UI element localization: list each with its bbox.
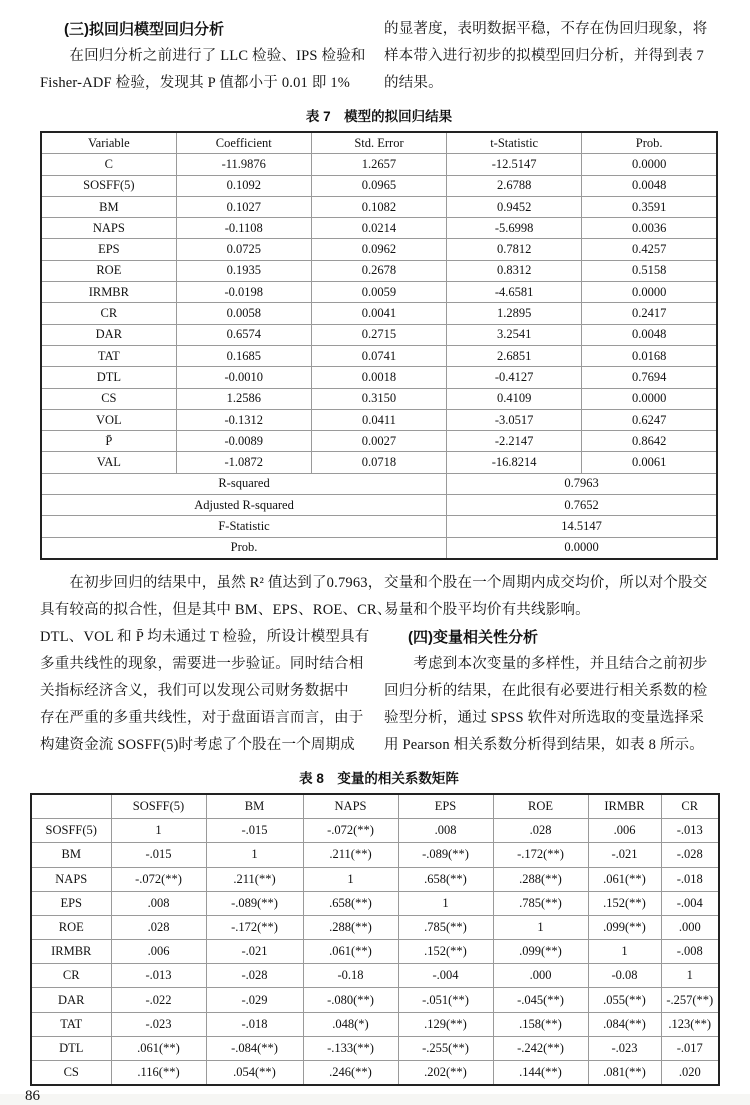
- row-label-cell: ROE: [31, 915, 111, 939]
- table7-header: [41, 132, 717, 154]
- value-cell: 0.8642: [582, 431, 717, 452]
- value-cell: .048(*): [303, 1012, 398, 1036]
- table-header-cell: t-Statistic: [447, 132, 582, 154]
- value-cell: .123(**): [661, 1012, 719, 1036]
- value-cell: -.172(**): [493, 843, 588, 867]
- table8-header-row: [31, 794, 719, 819]
- row-label-cell: EPS: [31, 891, 111, 915]
- table-header-cell: Coefficient: [176, 132, 311, 154]
- table-row: [31, 1061, 719, 1086]
- value-cell: -0.08: [588, 964, 661, 988]
- table-row: [41, 473, 717, 494]
- row-label-cell: DTL: [41, 367, 176, 388]
- value-cell: 0.0061: [582, 452, 717, 473]
- table-row: [31, 964, 719, 988]
- table7: [40, 131, 718, 560]
- row-label-cell: SOSFF(5): [31, 819, 111, 843]
- row-label-cell: ROE: [41, 260, 176, 281]
- value-cell: 0.0048: [582, 175, 717, 196]
- value-cell: 0.1027: [176, 196, 311, 217]
- row-label-cell: DTL: [31, 1036, 111, 1060]
- value-cell: -0.1312: [176, 409, 311, 430]
- value-cell: -.004: [398, 964, 493, 988]
- value-cell: 0.1092: [176, 175, 311, 196]
- value-cell: .785(**): [493, 891, 588, 915]
- value-cell: .028: [111, 915, 206, 939]
- value-cell: .099(**): [588, 915, 661, 939]
- table8: [30, 793, 720, 1086]
- value-cell: .129(**): [398, 1012, 493, 1036]
- table-row: [31, 1012, 719, 1036]
- text-line: 的显著度，表明数据平稳，不存在伪回归现象，将: [384, 21, 708, 37]
- value-cell: .028: [493, 819, 588, 843]
- value-cell: .008: [111, 891, 206, 915]
- value-cell: .152(**): [588, 891, 661, 915]
- text-line: 回归分析的结果，在此很有必要进行相关系数的检: [384, 682, 708, 699]
- table8-caption: 表 8 变量的相关系数矩阵: [299, 770, 459, 786]
- value-cell: 0.1082: [311, 196, 446, 217]
- value-cell: 0.0027: [311, 431, 446, 452]
- value-cell: .211(**): [303, 843, 398, 867]
- value-cell: 0.0741: [311, 345, 446, 366]
- text-line: 易量和个股平均价有共线影响。: [384, 601, 590, 618]
- table7-body: [41, 154, 717, 473]
- value-cell: -3.0517: [447, 409, 582, 430]
- value-cell: -.015: [111, 843, 206, 867]
- summary-label-cell: F-Statistic: [41, 516, 447, 537]
- table-row: [41, 388, 717, 409]
- value-cell: 1: [493, 915, 588, 939]
- value-cell: 0.1935: [176, 260, 311, 281]
- value-cell: -12.5147: [447, 154, 582, 175]
- value-cell: -.023: [111, 1012, 206, 1036]
- value-cell: 0.0041: [311, 303, 446, 324]
- table-header-cell: CR: [661, 794, 719, 819]
- value-cell: 0.8312: [447, 260, 582, 281]
- table-header-cell: SOSFF(5): [111, 794, 206, 819]
- value-cell: 1: [303, 867, 398, 891]
- top-right-column: [384, 16, 718, 97]
- table-header-cell: BM: [206, 794, 303, 819]
- row-label-cell: TAT: [41, 345, 176, 366]
- value-cell: .020: [661, 1061, 719, 1086]
- top-right-paragraph: [384, 16, 718, 97]
- value-cell: 2.6851: [447, 345, 582, 366]
- table-header-cell: IRMBR: [588, 794, 661, 819]
- value-cell: 0.0000: [582, 282, 717, 303]
- value-cell: -.021: [206, 940, 303, 964]
- row-label-cell: EPS: [41, 239, 176, 260]
- value-cell: .116(**): [111, 1061, 206, 1086]
- row-label-cell: P̄: [41, 431, 176, 452]
- summary-value-cell: 0.7652: [447, 495, 717, 516]
- text-line: 用 Pearson 相关系数分析得到结果，如表 8 所示。: [384, 736, 704, 753]
- value-cell: 0.1685: [176, 345, 311, 366]
- value-cell: -.029: [206, 988, 303, 1012]
- row-label-cell: IRMBR: [41, 282, 176, 303]
- section-heading-3: (三)拟回归模型回归分析: [64, 21, 224, 38]
- value-cell: .658(**): [398, 867, 493, 891]
- table-row: [41, 452, 717, 473]
- value-cell: 0.4109: [447, 388, 582, 409]
- row-label-cell: C: [41, 154, 176, 175]
- table8-wrapper: [30, 793, 718, 1086]
- value-cell: 1.2895: [447, 303, 582, 324]
- table-header-cell: Std. Error: [311, 132, 446, 154]
- mid-right-paragraph-b: [384, 651, 718, 759]
- value-cell: -.008: [661, 940, 719, 964]
- value-cell: .000: [661, 915, 719, 939]
- value-cell: .152(**): [398, 940, 493, 964]
- text-line: 存在严重的多重共线性，对于盘面语言而言，由于: [40, 709, 364, 726]
- table-row: [41, 282, 717, 303]
- value-cell: -.080(**): [303, 988, 398, 1012]
- value-cell: 0.2715: [311, 324, 446, 345]
- value-cell: -.013: [111, 964, 206, 988]
- value-cell: 0.7694: [582, 367, 717, 388]
- row-label-cell: TAT: [31, 1012, 111, 1036]
- row-label-cell: DAR: [41, 324, 176, 345]
- value-cell: 0.0965: [311, 175, 446, 196]
- value-cell: .000: [493, 964, 588, 988]
- table-header-cell: Prob.: [582, 132, 717, 154]
- value-cell: -.022: [111, 988, 206, 1012]
- value-cell: .061(**): [303, 940, 398, 964]
- text-line: 考虑到本次变量的多样性，并且结合之前初步: [384, 655, 708, 672]
- mid-text-block: [40, 570, 718, 759]
- value-cell: .061(**): [111, 1036, 206, 1060]
- row-label-cell: DAR: [31, 988, 111, 1012]
- value-cell: -.015: [206, 819, 303, 843]
- table-row: [31, 915, 719, 939]
- table-row: [31, 843, 719, 867]
- mid-right-column: [384, 570, 718, 759]
- table-row: [41, 218, 717, 239]
- value-cell: -11.9876: [176, 154, 311, 175]
- text-line: 具有较高的拟合性，但是其中 BM、EPS、ROE、CR、: [40, 601, 392, 618]
- value-cell: .785(**): [398, 915, 493, 939]
- value-cell: -0.1108: [176, 218, 311, 239]
- value-cell: -.089(**): [206, 891, 303, 915]
- value-cell: 0.0168: [582, 345, 717, 366]
- value-cell: -.172(**): [206, 915, 303, 939]
- value-cell: 0.2417: [582, 303, 717, 324]
- row-label-cell: CS: [41, 388, 176, 409]
- row-label-cell: IRMBR: [31, 940, 111, 964]
- text-line: 多重共线性的现象，需要进一步验证。同时结合相: [40, 655, 364, 672]
- value-cell: -.051(**): [398, 988, 493, 1012]
- text-line: 验型分析，通过 SPSS 软件对所选取的变量选择采: [384, 709, 705, 726]
- value-cell: 0.2678: [311, 260, 446, 281]
- value-cell: 0.0214: [311, 218, 446, 239]
- value-cell: -.013: [661, 819, 719, 843]
- value-cell: 0.4257: [582, 239, 717, 260]
- table-row: [41, 431, 717, 452]
- table7-caption: 表 7 模型的拟回归结果: [305, 109, 453, 124]
- value-cell: .099(**): [493, 940, 588, 964]
- value-cell: .246(**): [303, 1061, 398, 1086]
- row-label-cell: VAL: [41, 452, 176, 473]
- table-row: [41, 154, 717, 175]
- value-cell: 1.2586: [176, 388, 311, 409]
- value-cell: .658(**): [303, 891, 398, 915]
- value-cell: .054(**): [206, 1061, 303, 1086]
- mid-left-paragraph: [40, 570, 392, 759]
- value-cell: -.133(**): [303, 1036, 398, 1060]
- value-cell: -.084(**): [206, 1036, 303, 1060]
- value-cell: -.089(**): [398, 843, 493, 867]
- page-number: 86: [25, 1088, 40, 1105]
- table-row: [41, 303, 717, 324]
- summary-label-cell: Prob.: [41, 537, 447, 559]
- text-line: 交量和个股在一个周期内成交均价，所以对个股交: [384, 574, 708, 591]
- top-left-paragraph: [40, 43, 374, 97]
- value-cell: 3.2541: [447, 324, 582, 345]
- row-label-cell: NAPS: [41, 218, 176, 239]
- table-row: [41, 537, 717, 559]
- table-header-cell: ROE: [493, 794, 588, 819]
- value-cell: 0.7812: [447, 239, 582, 260]
- table-header-cell: [31, 794, 111, 819]
- value-cell: -.257(**): [661, 988, 719, 1012]
- value-cell: 0.0718: [311, 452, 446, 473]
- mid-right-paragraph-a: [384, 570, 718, 624]
- value-cell: 0.0411: [311, 409, 446, 430]
- row-label-cell: BM: [31, 843, 111, 867]
- value-cell: 0.0000: [582, 388, 717, 409]
- table-row: [41, 367, 717, 388]
- row-label-cell: VOL: [41, 409, 176, 430]
- summary-label-cell: Adjusted R-squared: [41, 495, 447, 516]
- table8-body: [31, 819, 719, 1086]
- value-cell: -.028: [661, 843, 719, 867]
- value-cell: -0.0010: [176, 367, 311, 388]
- text-line: 样本带入进行初步的拟模型回归分析，并得到表 7: [384, 48, 704, 64]
- table-header-cell: Variable: [41, 132, 176, 154]
- value-cell: 1.2657: [311, 154, 446, 175]
- summary-value-cell: 0.7963: [447, 473, 717, 494]
- value-cell: 0.0058: [176, 303, 311, 324]
- value-cell: 0.9452: [447, 196, 582, 217]
- value-cell: 0.0036: [582, 218, 717, 239]
- text-line: 关指标经济含义，我们可以发现公司财务数据中: [40, 682, 349, 699]
- row-label-cell: SOSFF(5): [41, 175, 176, 196]
- value-cell: -.021: [588, 843, 661, 867]
- text-line: 在初步回归的结果中，虽然 R² 值达到了0.7963，: [40, 574, 383, 591]
- text-line: Fisher-ADF 检验，发现其 P 值都小于 0.01 即 1%: [40, 75, 351, 91]
- value-cell: 0.0018: [311, 367, 446, 388]
- top-text-block: [40, 16, 718, 97]
- table8-header: [31, 794, 719, 819]
- table-header-cell: NAPS: [303, 794, 398, 819]
- value-cell: 1: [111, 819, 206, 843]
- value-cell: .158(**): [493, 1012, 588, 1036]
- value-cell: -.242(**): [493, 1036, 588, 1060]
- value-cell: .006: [588, 819, 661, 843]
- table7-header-row: [41, 132, 717, 154]
- value-cell: .061(**): [588, 867, 661, 891]
- table-row: [31, 1036, 719, 1060]
- value-cell: -4.6581: [447, 282, 582, 303]
- row-label-cell: CR: [31, 964, 111, 988]
- value-cell: -0.0089: [176, 431, 311, 452]
- section-heading-4: (四)变量相关性分析: [408, 628, 538, 646]
- value-cell: -.045(**): [493, 988, 588, 1012]
- value-cell: 0.0725: [176, 239, 311, 260]
- value-cell: 0.6574: [176, 324, 311, 345]
- value-cell: -.072(**): [111, 867, 206, 891]
- value-cell: .055(**): [588, 988, 661, 1012]
- value-cell: -0.0198: [176, 282, 311, 303]
- value-cell: .144(**): [493, 1061, 588, 1086]
- table-row: [41, 495, 717, 516]
- summary-value-cell: 0.0000: [447, 537, 717, 559]
- table-row: [31, 867, 719, 891]
- table-row: [31, 940, 719, 964]
- value-cell: .211(**): [206, 867, 303, 891]
- value-cell: -2.2147: [447, 431, 582, 452]
- value-cell: -.255(**): [398, 1036, 493, 1060]
- table-header-cell: EPS: [398, 794, 493, 819]
- value-cell: -.072(**): [303, 819, 398, 843]
- value-cell: 2.6788: [447, 175, 582, 196]
- text-line: 在回归分析之前进行了 LLC 检验、IPS 检验和: [40, 48, 366, 64]
- value-cell: .006: [111, 940, 206, 964]
- summary-label-cell: R-squared: [41, 473, 447, 494]
- top-left-column: [40, 16, 374, 97]
- table-row: [41, 260, 717, 281]
- text-line: 的结果。: [384, 75, 443, 91]
- value-cell: -0.4127: [447, 367, 582, 388]
- value-cell: 0.0059: [311, 282, 446, 303]
- value-cell: 1: [588, 940, 661, 964]
- value-cell: 0.3591: [582, 196, 717, 217]
- value-cell: -.018: [206, 1012, 303, 1036]
- row-label-cell: CR: [41, 303, 176, 324]
- value-cell: -1.0872: [176, 452, 311, 473]
- value-cell: .084(**): [588, 1012, 661, 1036]
- value-cell: -.023: [588, 1036, 661, 1060]
- table-row: [41, 409, 717, 430]
- value-cell: 0.5158: [582, 260, 717, 281]
- table-row: [41, 516, 717, 537]
- value-cell: .202(**): [398, 1061, 493, 1086]
- value-cell: -5.6998: [447, 218, 582, 239]
- value-cell: 0.6247: [582, 409, 717, 430]
- value-cell: 1: [661, 964, 719, 988]
- table-row: [41, 196, 717, 217]
- value-cell: 0.0000: [582, 154, 717, 175]
- value-cell: 0.3150: [311, 388, 446, 409]
- table-row: [41, 175, 717, 196]
- value-cell: 1: [206, 843, 303, 867]
- value-cell: .288(**): [493, 867, 588, 891]
- value-cell: .008: [398, 819, 493, 843]
- value-cell: 0.0962: [311, 239, 446, 260]
- value-cell: -.017: [661, 1036, 719, 1060]
- value-cell: .081(**): [588, 1061, 661, 1086]
- value-cell: -16.8214: [447, 452, 582, 473]
- text-line: 构建资金流 SOSFF(5)时考虑了个股在一个周期成: [40, 736, 355, 753]
- value-cell: -.028: [206, 964, 303, 988]
- value-cell: -0.18: [303, 964, 398, 988]
- mid-left-column: [40, 570, 392, 759]
- table7-summary: [41, 473, 717, 559]
- value-cell: .288(**): [303, 915, 398, 939]
- value-cell: -.004: [661, 891, 719, 915]
- text-line: DTL、VOL 和 P̄ 均未通过 T 检验，所设计模型具有: [40, 628, 370, 645]
- value-cell: -.018: [661, 867, 719, 891]
- row-label-cell: BM: [41, 196, 176, 217]
- value-cell: 1: [398, 891, 493, 915]
- table-row: [41, 345, 717, 366]
- summary-value-cell: 14.5147: [447, 516, 717, 537]
- table-row: [41, 239, 717, 260]
- row-label-cell: NAPS: [31, 867, 111, 891]
- table-row: [31, 819, 719, 843]
- row-label-cell: CS: [31, 1061, 111, 1086]
- table-row: [31, 891, 719, 915]
- table-row: [41, 324, 717, 345]
- value-cell: 0.0048: [582, 324, 717, 345]
- table-row: [31, 988, 719, 1012]
